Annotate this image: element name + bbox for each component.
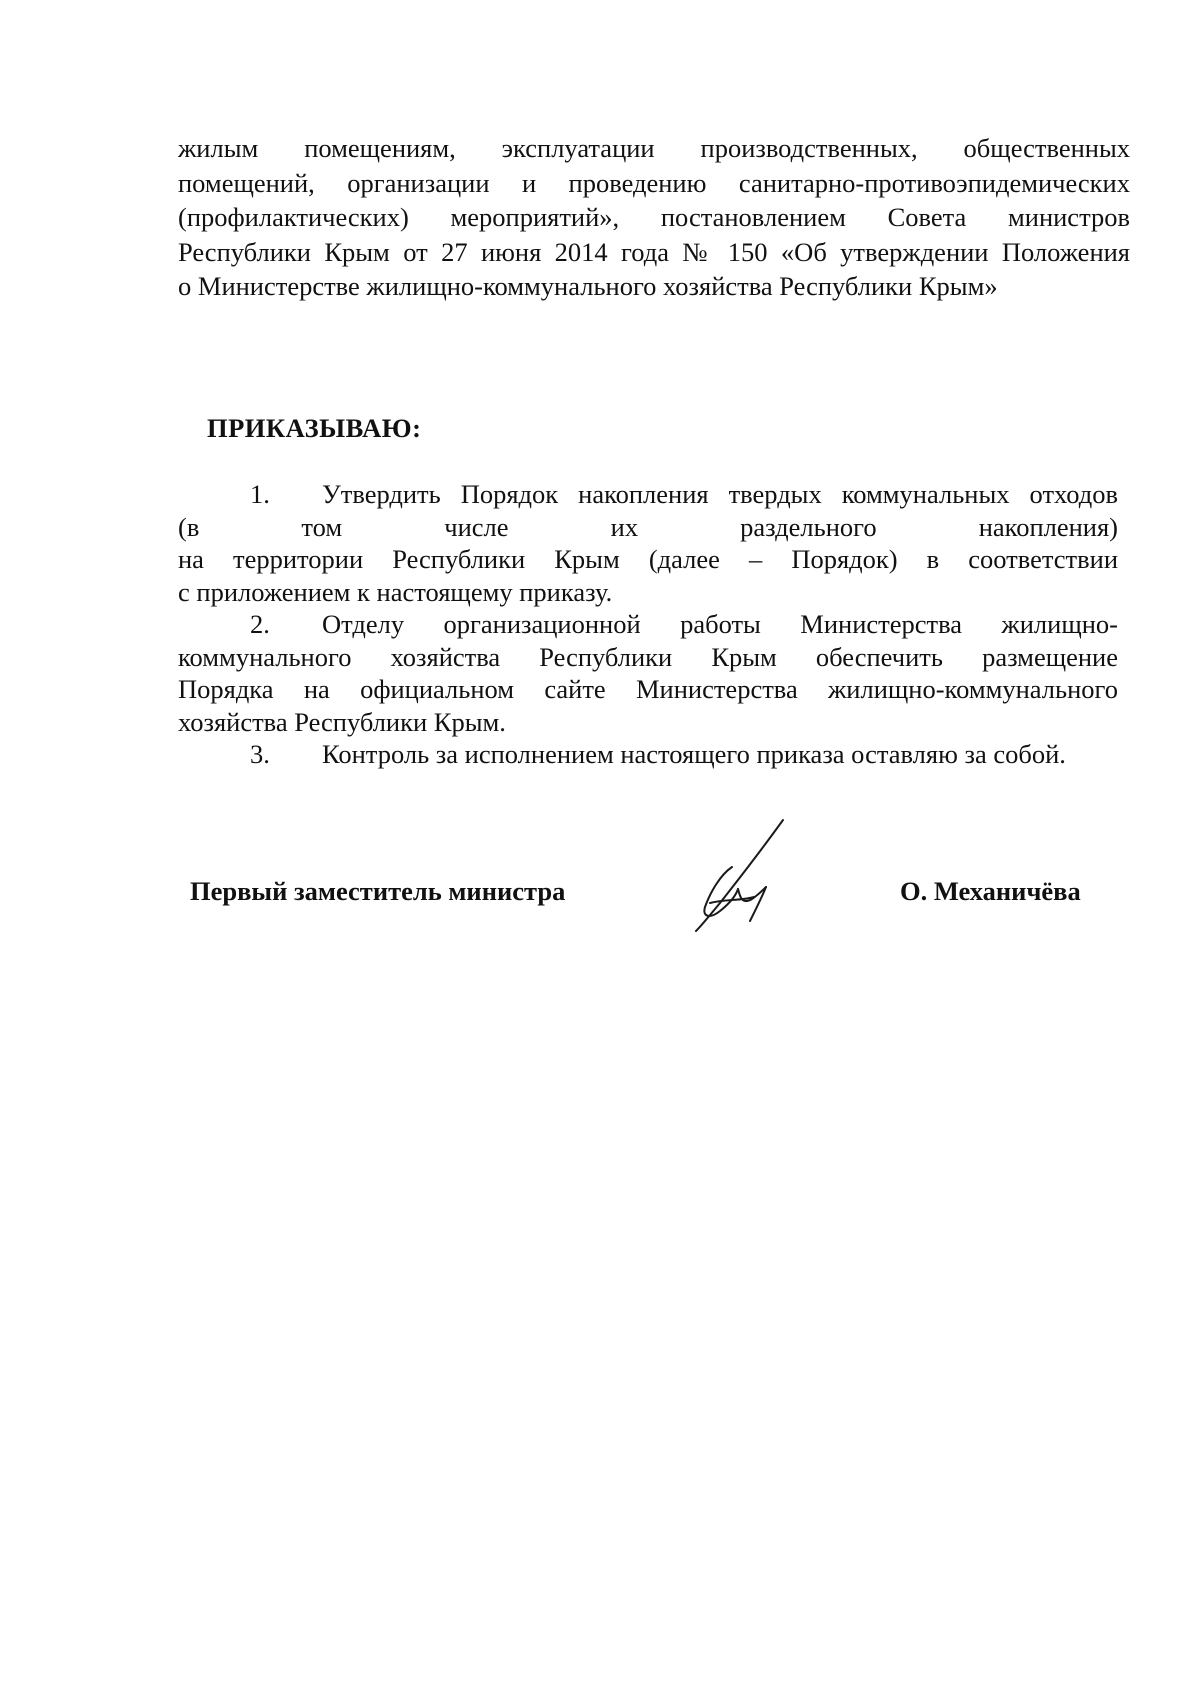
item-number: 3.: [250, 739, 270, 769]
handwritten-signature-icon: [680, 815, 800, 935]
intro-line: Республики Крым от 27 июня 2014 года № 150 «Об утверждении Положения: [178, 236, 1130, 267]
order-item-3: [178, 738, 1118, 771]
intro-line: жилым помещениям, эксплуатации производственных, общественных: [178, 133, 1130, 163]
intro-paragraph: [178, 131, 1130, 304]
intro-line: (профилактических) мероприятий», постановлением Совета министров: [178, 202, 1130, 232]
order-item-1: [178, 478, 1118, 511]
item-number: 2.: [250, 609, 270, 639]
item-text: Отделу организационной работы Министерства жилищно-: [322, 609, 1118, 639]
signatory-title: Первый заместитель министра: [190, 876, 566, 906]
order-heading: ПРИКАЗЫВАЮ:: [207, 413, 422, 443]
item-line: (в том числе их раздельного накопления): [178, 511, 1118, 542]
item-number: 1.: [250, 479, 270, 509]
item-line: с приложением к настоящему приказу.: [178, 576, 613, 607]
signatory-name: О. Механичёва: [900, 876, 1081, 906]
item-line: хозяйства Республики Крым.: [178, 706, 506, 737]
item-line: на территории Республики Крым (далее – Порядок) в соответствии: [178, 544, 1118, 574]
order-items: [178, 478, 1118, 771]
item-line: коммунального хозяйства Республики Крым обеспечить размещение: [178, 641, 1118, 672]
item-text: Утвердить Порядок накопления твердых коммунальных отходов: [322, 479, 1118, 509]
item-line: Порядка на официальном сайте Министерства жилищно-коммунального: [178, 674, 1118, 704]
order-item-2: [178, 608, 1118, 641]
intro-line: о Министерстве жилищно-коммунального хозяйства Республики Крым»: [178, 271, 998, 301]
intro-line: помещений, организации и проведению санитарно-противоэпидемических: [178, 167, 1130, 198]
item-text: Контроль за исполнением настоящего приказа оставляю за собой.: [322, 739, 1066, 769]
